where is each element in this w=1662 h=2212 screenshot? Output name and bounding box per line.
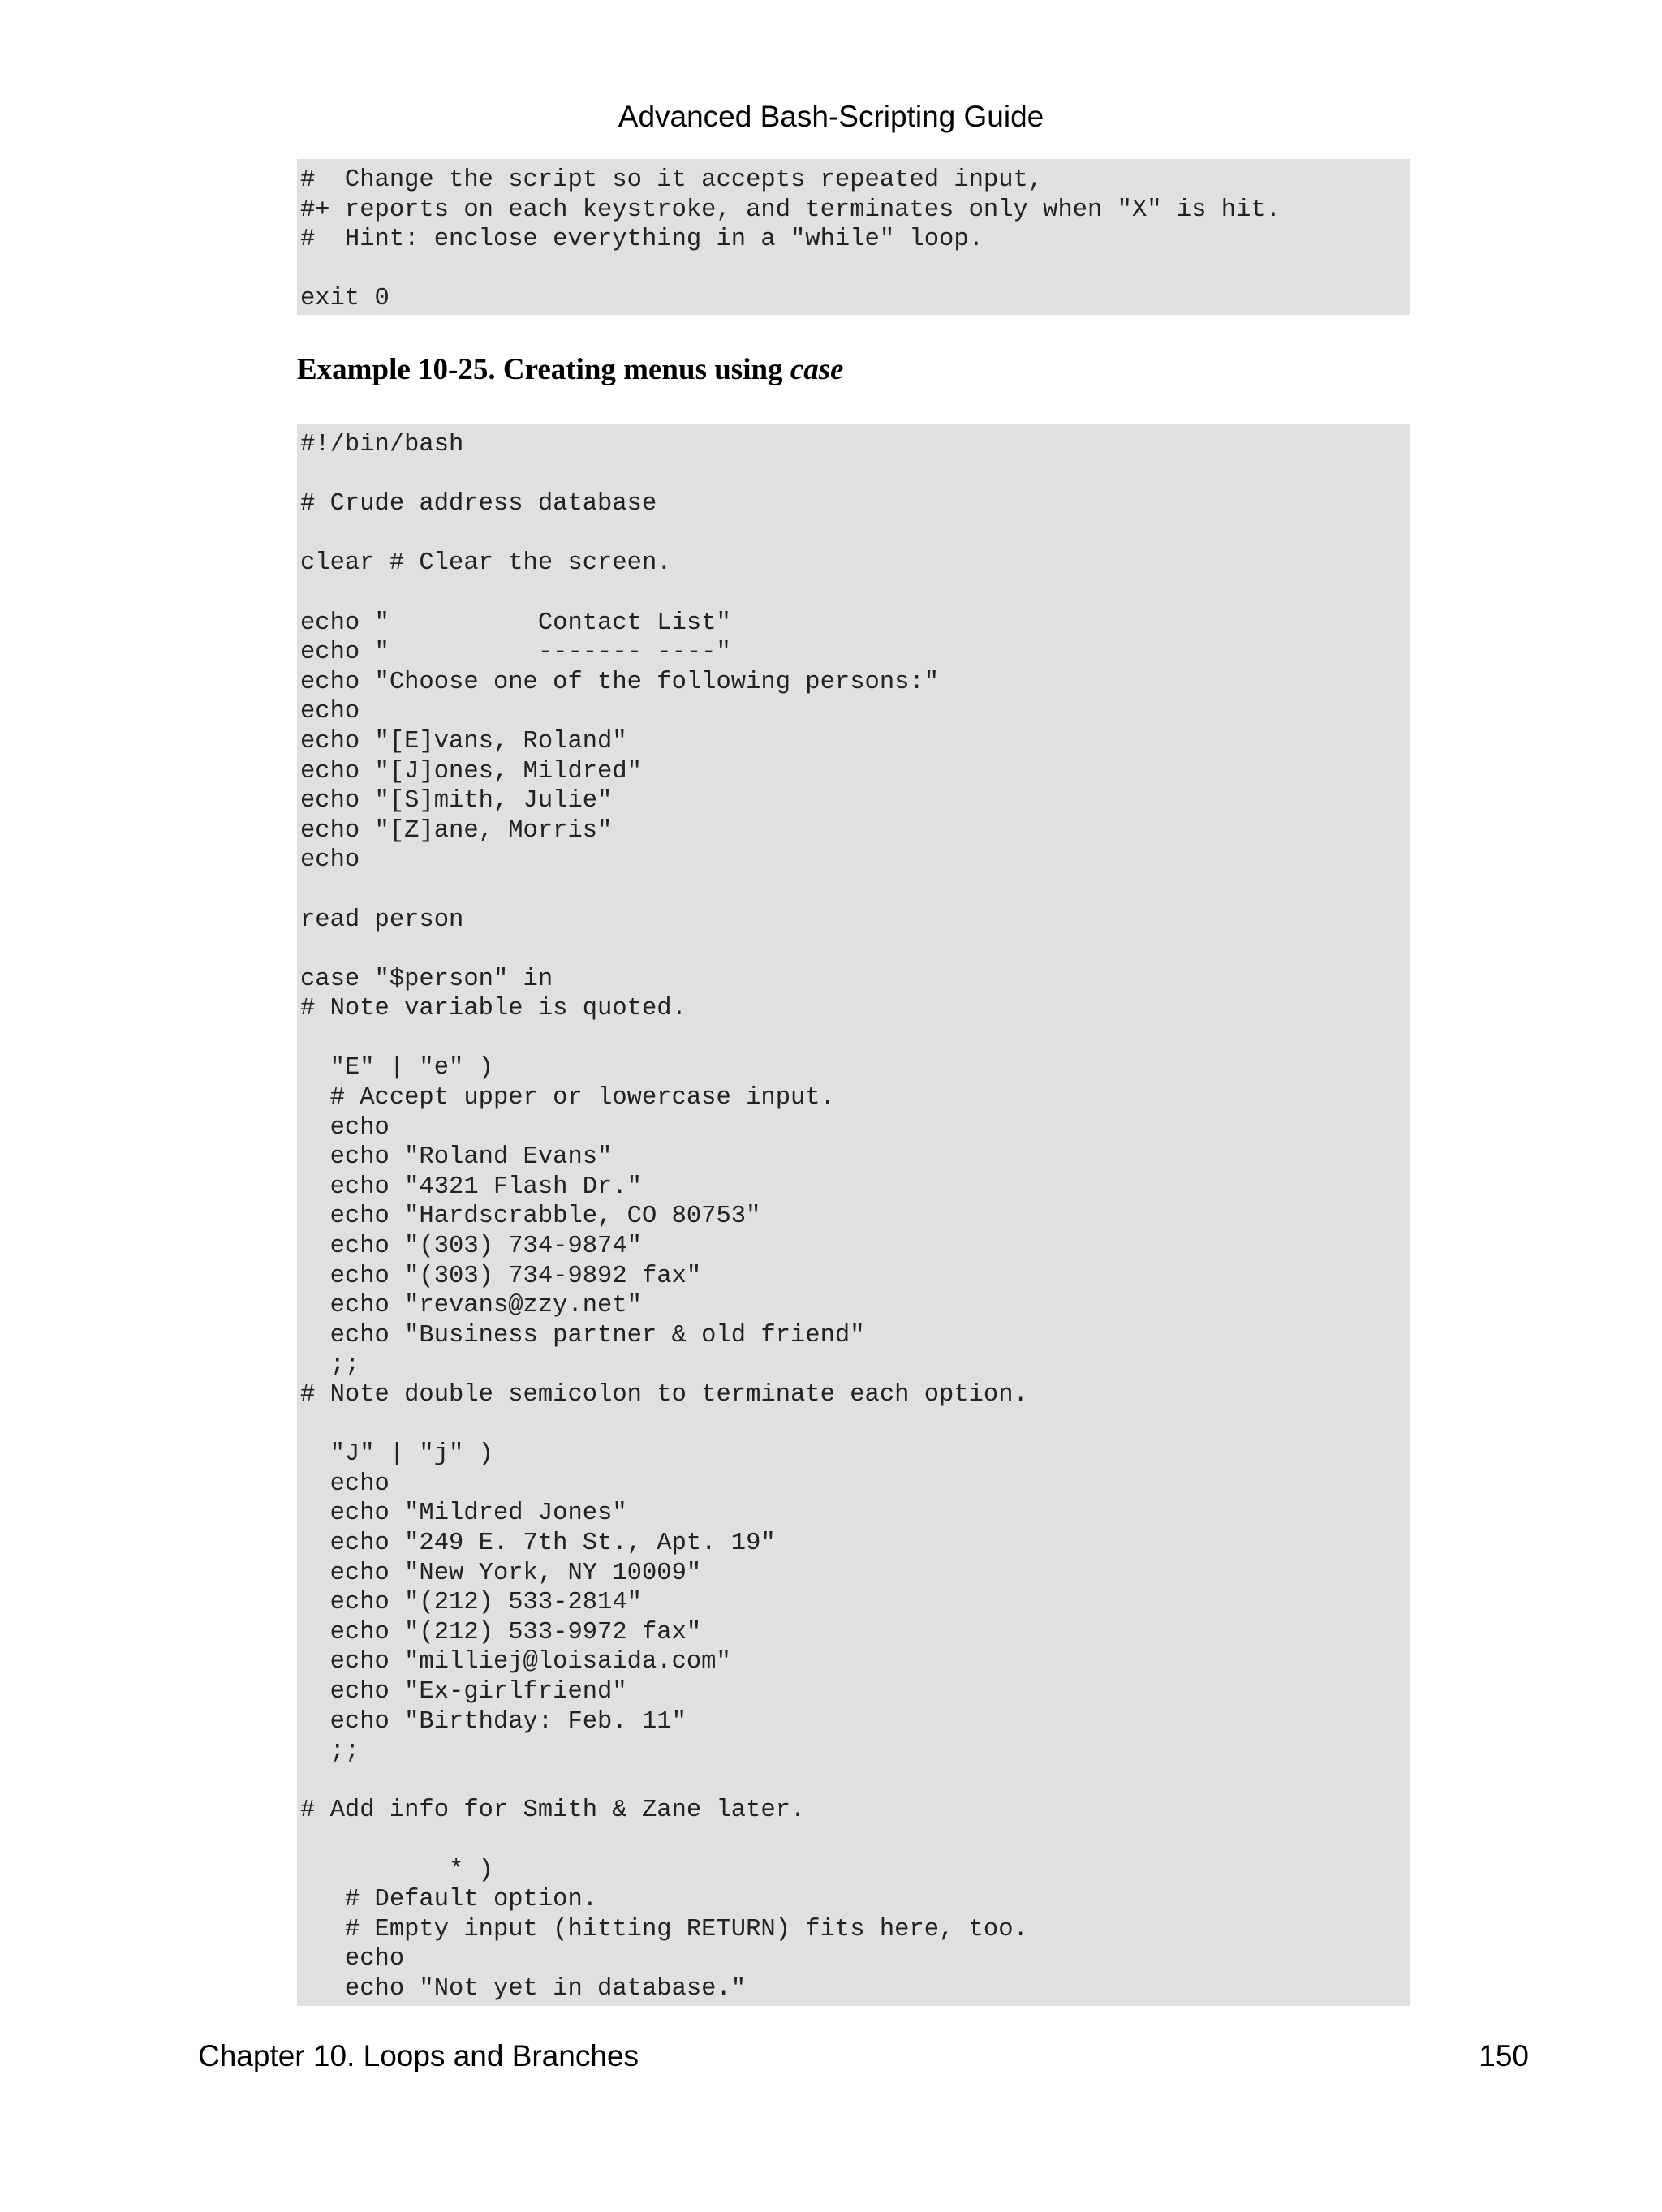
example-title-prefix: Example 10-25. Creating menus using xyxy=(297,353,790,386)
footer-page-number: 150 xyxy=(1479,2039,1529,2072)
example-title xyxy=(297,351,844,389)
footer-chapter: Chapter 10. Loops and Branches xyxy=(198,2039,639,2072)
code-text-example: #!/bin/bash # Crude address database clear # Clear the screen. echo " Contact List" echo " ------- ----" echo "Choose one of the following persons:" echo echo "[E]vans, Roland" echo "[J]ones, Mildred" echo "[S]mith, Julie" echo "[Z]ane, Morris" echo read person case "$person" in # Note variable is quoted. "E" | "e" ) # Accept upper or lowercase input. echo echo "Roland Evans" echo "4321 Flash Dr." echo "Hardscrabble, CO 80753" echo "(303) 734-9874" echo "(303) 734-9892 fax" echo "revans@zzy.net" echo "Business partner & old friend" ;; # Note double semicolon to terminate each option. "J" | "j" ) echo echo "Mildred Jones" echo "249 E. 7th St., Apt. 19" echo "New York, NY 10009" echo "(212) 533-2814" echo "(212) 533-9972 fax" echo "milliej@loisaida.com" echo "Ex-girlfriend" echo "Birthday: Feb. 11" ;; # Add info for Smith & Zane later. * ) # Default option. # Empty input (hitting RETURN) fits here, too. echo echo "Not yet in database." xyxy=(300,431,1028,2003)
code-block-exercise xyxy=(297,159,1410,315)
page-header: Advanced Bash-Scripting Guide xyxy=(618,100,1044,133)
example-title-keyword: case xyxy=(790,353,844,386)
code-block-example xyxy=(297,424,1410,2006)
code-text-exercise: # Change the script so it accepts repeated input, #+ reports on each keystroke, and terminates only when "X" is hit. # Hint: enclose everything in a "while" loop. exit 0 xyxy=(300,166,1281,313)
